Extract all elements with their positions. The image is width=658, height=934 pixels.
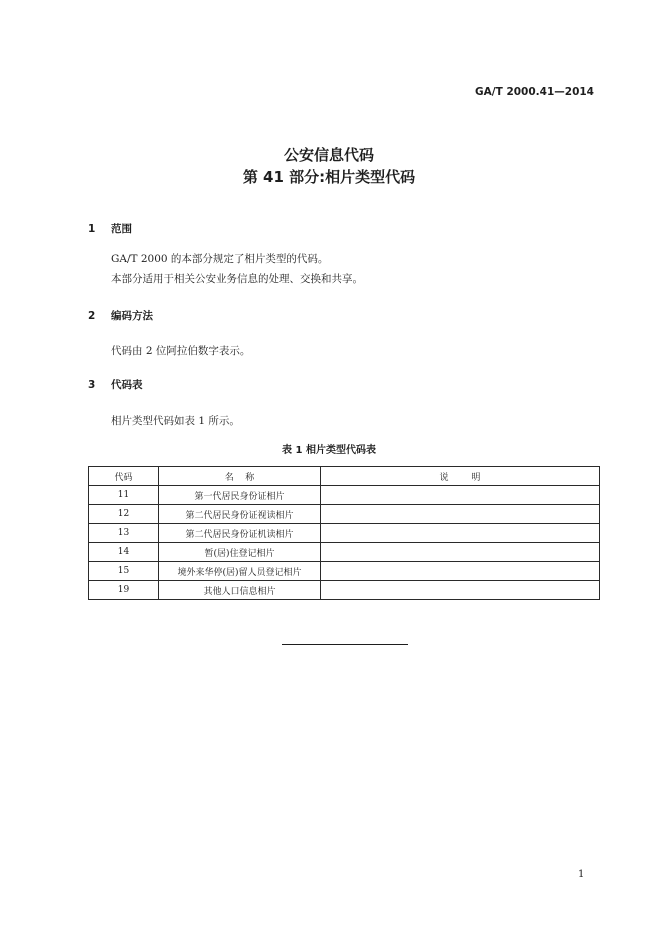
end-of-document-line <box>282 644 408 645</box>
paragraph: GA/T 2000 的本部分规定了相片类型的代码。 <box>111 253 329 265</box>
name-cell: 境外来华停(居)留人员登记相片 <box>159 562 321 581</box>
section-title: 范围 <box>111 223 132 235</box>
table-row <box>89 543 600 562</box>
code-cell: 11 <box>89 486 159 505</box>
note-cell <box>321 543 600 562</box>
table-row <box>89 581 600 600</box>
code-cell: 12 <box>89 505 159 524</box>
table-header-row <box>89 467 600 486</box>
paragraph: 相片类型代码如表 1 所示。 <box>111 415 240 427</box>
note-cell <box>321 524 600 543</box>
column-header-name: 名 称 <box>159 467 321 486</box>
note-cell <box>321 581 600 600</box>
table-row <box>89 524 600 543</box>
document-title: 公安信息代码 <box>283 146 374 164</box>
page-number: 1 <box>578 869 585 880</box>
name-cell: 第二代居民身份证视读相片 <box>159 505 321 524</box>
standard-code: GA/T 2000.41—2014 <box>475 86 594 98</box>
column-header-note: 说 明 <box>321 467 600 486</box>
code-cell: 14 <box>89 543 159 562</box>
table-row <box>89 486 600 505</box>
section-heading-encoding <box>88 308 153 323</box>
section-title: 代码表 <box>111 379 143 391</box>
section-number: 1 <box>88 223 96 235</box>
section-heading-code-table <box>88 377 143 392</box>
name-cell: 暂(居)住登记相片 <box>159 543 321 562</box>
paragraph: 代码由 2 位阿拉伯数字表示。 <box>111 345 251 357</box>
name-cell: 其他人口信息相片 <box>159 581 321 600</box>
column-header-code: 代码 <box>89 467 159 486</box>
table-row <box>89 562 600 581</box>
note-cell <box>321 486 600 505</box>
table-caption: 表 1 相片类型代码表 <box>282 445 376 456</box>
name-cell: 第二代居民身份证机读相片 <box>159 524 321 543</box>
section-number: 2 <box>88 310 96 322</box>
code-cell: 15 <box>89 562 159 581</box>
photo-type-code-table <box>88 466 600 600</box>
name-cell: 第一代居民身份证相片 <box>159 486 321 505</box>
section-number: 3 <box>88 379 96 391</box>
document-subtitle: 第 41 部分:相片类型代码 <box>242 168 416 186</box>
paragraph: 本部分适用于相关公安业务信息的处理、交换和共享。 <box>111 273 363 285</box>
code-cell: 13 <box>89 524 159 543</box>
code-cell: 19 <box>89 581 159 600</box>
section-heading-scope <box>88 221 132 236</box>
note-cell <box>321 505 600 524</box>
note-cell <box>321 562 600 581</box>
table-row <box>89 505 600 524</box>
section-title: 编码方法 <box>111 310 153 322</box>
